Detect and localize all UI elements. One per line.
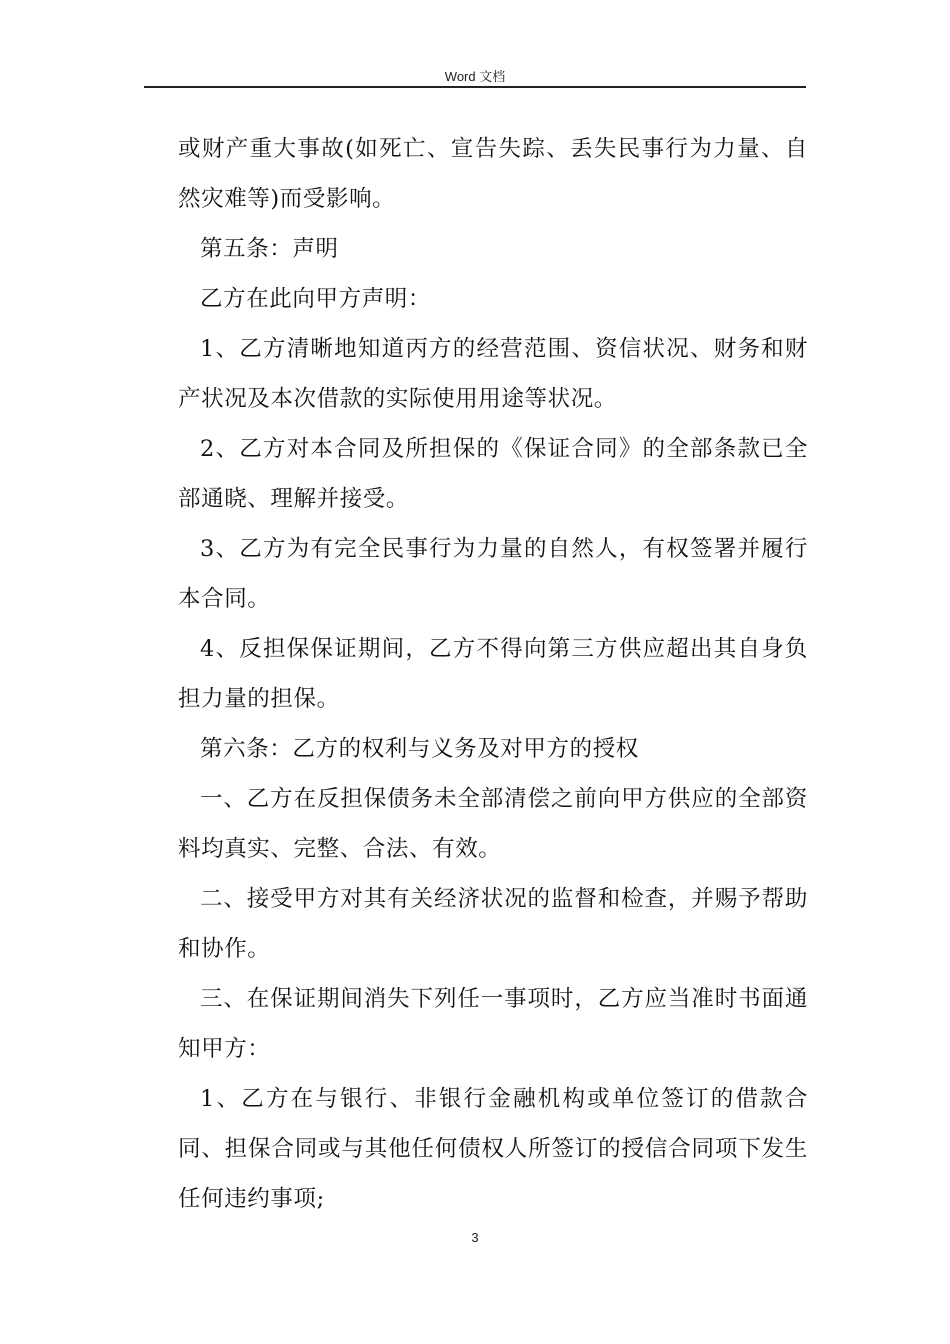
page-number: 3 <box>471 1230 479 1245</box>
header-divider <box>144 86 806 88</box>
list-item: 1、乙方在与银行、非银行金融机构或单位签订的借款合同、担保合同或与其他任何债权人所签订的授信合同项下发生任何违约事项; <box>178 1086 808 1212</box>
paragraph: 或财产重大事故(如死亡、宣告失踪、丢失民事行为力量、自然灾难等)而受影响。 <box>178 136 808 212</box>
list-item: 一、乙方在反担保债务未全部清偿之前向甲方供应的全部资料均真实、完整、合法、有效。 <box>178 786 808 862</box>
list-item: 二、接受甲方对其有关经济状况的监督和检查，并赐予帮助和协作。 <box>178 886 808 962</box>
list-item: 2、乙方对本合同及所担保的《保证合同》的全部条款已全部通晓、理解并接受。 <box>178 436 808 512</box>
list-item: 1、乙方清晰地知道丙方的经营范围、资信状况、财务和财产状况及本次借款的实际使用用途等状况。 <box>178 336 808 412</box>
list-item: 3、乙方为有完全民事行为力量的自然人，有权签署并履行本合同。 <box>178 536 808 612</box>
list-item: 三、在保证期间消失下列任一事项时，乙方应当准时书面通知甲方： <box>178 986 808 1062</box>
page-header: Word 文档 <box>444 69 506 84</box>
paragraph: 乙方在此向甲方声明： <box>200 286 432 312</box>
list-item: 4、反担保保证期间，乙方不得向第三方供应超出其自身负担力量的担保。 <box>178 636 808 712</box>
section-heading: 第五条：声明 <box>200 236 339 262</box>
section-heading: 第六条：乙方的权利与义务及对甲方的授权 <box>200 736 639 762</box>
document-body <box>178 124 808 1224</box>
